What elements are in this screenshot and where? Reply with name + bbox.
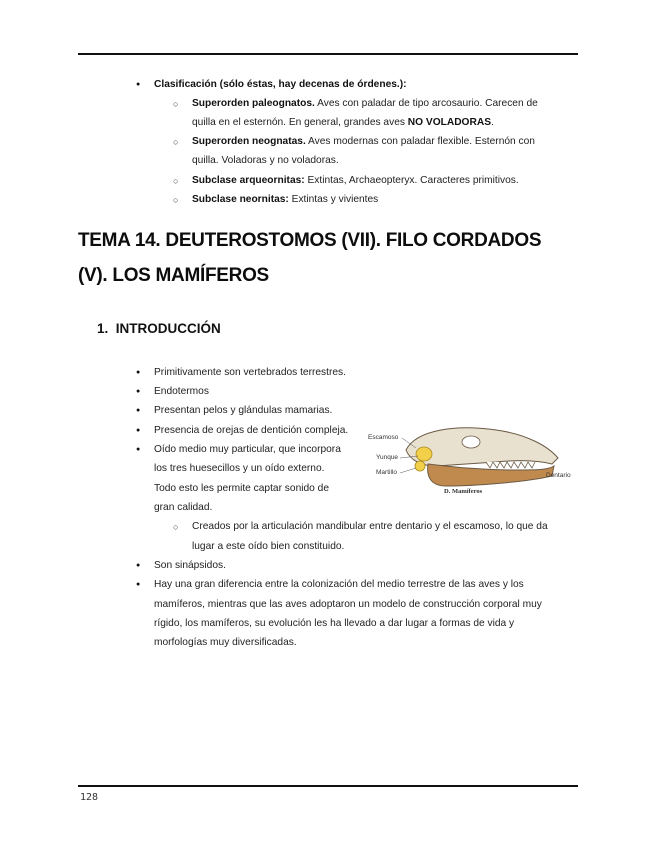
label-dentario: Dentario	[546, 472, 571, 479]
list-item-continuation: morfologías muy diversificadas.	[154, 637, 297, 648]
list-item	[192, 135, 535, 149]
orbit-shape	[462, 436, 480, 448]
ear-bone-shape	[415, 461, 425, 471]
list-item-continuation: rígido, los mamíferos, su evolución les ha llevado a dar lugar a formas de vida y	[154, 618, 515, 629]
figure-caption: D. Mamíferos	[444, 488, 483, 495]
footer-rule	[78, 785, 578, 787]
sub-list-item: ○ Creados por la articulación mandibular entre dentario y el escamoso, lo que da	[192, 520, 548, 534]
list-item-continuation	[192, 116, 494, 130]
page-number: 128	[80, 792, 99, 803]
item-text: Extintas y vivientes	[288, 194, 379, 205]
ear-bone-shape	[416, 447, 432, 461]
list-item-continuation: quilla. Voladoras y no voladoras.	[192, 155, 339, 166]
list-item-continuation: mamíferos, mientras que las aves adoptaron un modelo de construcción corporal muy	[154, 599, 542, 610]
label-martillo: Martillo	[376, 469, 397, 476]
list-item: ● Primitivamente son vertebrados terrestres.	[154, 366, 346, 380]
item-term: Superorden neognatas.	[192, 136, 306, 147]
item-text: Aves con paladar de tipo arcosaurio. Carecen de	[314, 98, 538, 109]
chapter-title-line-2: (V). LOS MAMÍFEROS	[78, 265, 269, 286]
item-term: Subclase neornitas:	[192, 194, 289, 205]
list-item: ● Presencia de orejas de dentición compleja.	[154, 424, 348, 438]
item-text: quilla en el esternón. En general, grandes aves	[192, 117, 408, 128]
header-rule	[78, 53, 578, 55]
item-term: Superorden paleognatos.	[192, 98, 315, 109]
list-item-continuation: Todo esto les permite captar sonido de	[154, 483, 329, 494]
label-escamoso: Escamoso	[368, 434, 399, 441]
list-item-continuation: gran calidad.	[154, 502, 213, 513]
label-yunque: Yunque	[376, 454, 399, 461]
list-item	[192, 193, 378, 207]
leader-line	[400, 468, 416, 473]
cranium-shape	[406, 428, 558, 466]
list-item: ● Son sinápsidos.	[154, 559, 226, 573]
section-heading	[97, 321, 221, 336]
chapter-title-line-1: TEMA 14. DEUTEROSTOMOS (VII). FILO CORDADOS	[78, 230, 542, 251]
classification-heading: ● Clasificación (sólo éstas, hay decenas de órdenes.):	[154, 78, 407, 92]
list-item: ● Presentan pelos y glándulas mamarias.	[154, 404, 332, 418]
upper-teeth	[486, 462, 535, 468]
item-text: Aves modernas con paladar flexible. Esternón con	[305, 136, 535, 147]
list-item	[192, 174, 519, 188]
item-text: .	[490, 117, 494, 128]
list-item: ● Hay una gran diferencia entre la colonización del medio terrestre de las aves y los	[154, 578, 524, 592]
section-title: INTRODUCCIÓN	[115, 321, 221, 336]
dentary-jaw-shape	[428, 464, 554, 486]
item-text: Extintas, Archaeopteryx. Caracteres primitivos.	[304, 175, 519, 186]
list-item: ● Endotermos	[154, 385, 209, 399]
sub-list-item-continuation: lugar a este oído bien constituido.	[192, 541, 345, 552]
list-item-continuation: los tres huesecillos y un oído externo.	[154, 463, 325, 474]
section-number: 1.	[97, 321, 109, 336]
list-item	[192, 97, 538, 111]
list-item: ● Oído medio muy particular, que incorpora	[154, 443, 341, 457]
item-term: Subclase arqueornitas:	[192, 175, 305, 186]
mammal-skull-figure	[366, 420, 576, 498]
item-emphasis: NO VOLADORAS	[407, 117, 491, 128]
